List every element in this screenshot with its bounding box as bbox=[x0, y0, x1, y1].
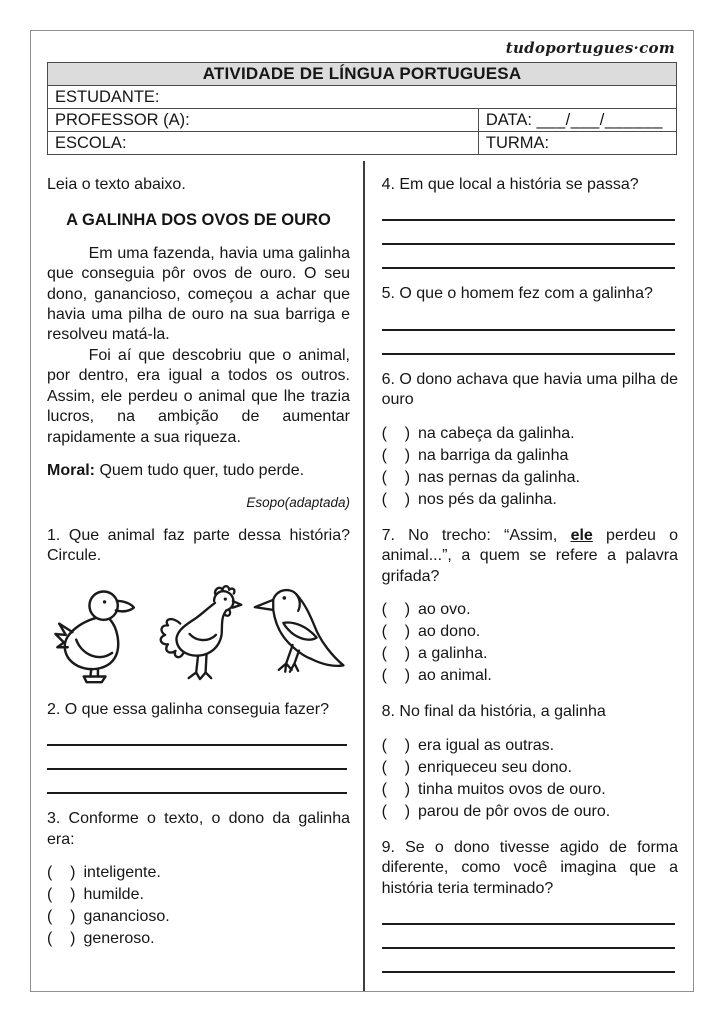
author-credit: Esopo(adaptada) bbox=[246, 494, 350, 510]
teacher-label: PROFESSOR (A): bbox=[55, 110, 190, 129]
answer-line bbox=[382, 245, 675, 269]
school-label: ESCOLA: bbox=[55, 133, 127, 152]
answer-lines-q5 bbox=[382, 307, 678, 355]
table-row-title bbox=[48, 63, 677, 86]
site-logo: tudoportugues·com bbox=[505, 39, 675, 57]
question-1: 1. Que animal faz parte dessa história? Circule. bbox=[47, 527, 350, 565]
answer-line bbox=[382, 307, 675, 331]
answer-option bbox=[382, 621, 678, 643]
answer-option bbox=[382, 467, 678, 489]
school-field bbox=[48, 132, 479, 155]
left-column bbox=[31, 161, 363, 992]
intro-text: Leia o texto abaixo. bbox=[47, 176, 186, 193]
option-label: ganancioso. bbox=[83, 908, 170, 926]
date-field bbox=[478, 109, 676, 132]
paren-marker: ( ) bbox=[47, 886, 76, 904]
paren-marker: ( ) bbox=[381, 667, 411, 685]
story-paragraph-1: Em uma fazenda, havia uma galinha que conseguia pôr ovos de ouro. O seu dono, ganancioso, começou a achar que havia uma pilha de ouro na sua barriga e resolveu matá-la. bbox=[47, 244, 350, 344]
question-3: 3. Conforme o texto, o dono da galinha era: bbox=[47, 810, 350, 848]
answer-line bbox=[382, 197, 675, 221]
option-label: a galinha. bbox=[418, 645, 488, 663]
paren-marker: ( ) bbox=[381, 446, 411, 464]
paren-marker: ( ) bbox=[47, 864, 76, 882]
table-row-school-class bbox=[48, 132, 677, 155]
answer-option bbox=[382, 757, 678, 779]
paren-marker: ( ) bbox=[47, 930, 76, 948]
table-row-teacher-date bbox=[48, 109, 677, 132]
table-row-student bbox=[48, 86, 677, 109]
answer-option bbox=[382, 735, 678, 757]
answer-line bbox=[382, 949, 675, 973]
question-7 bbox=[382, 526, 678, 587]
paren-marker: ( ) bbox=[381, 758, 411, 776]
worksheet-title: ATIVIDADE DE LÍNGUA PORTUGUESA bbox=[48, 63, 677, 86]
answer-line bbox=[47, 746, 347, 770]
answer-option bbox=[47, 862, 350, 884]
answer-line bbox=[47, 722, 347, 746]
options-q7 bbox=[382, 599, 678, 687]
question-5: 5. O que o homem fez com a galinha? bbox=[381, 285, 653, 303]
answer-line bbox=[382, 925, 675, 949]
option-label: ao dono. bbox=[418, 623, 481, 641]
student-field bbox=[48, 86, 677, 109]
paren-marker: ( ) bbox=[47, 908, 76, 926]
right-column bbox=[365, 161, 693, 992]
paren-marker: ( ) bbox=[381, 424, 411, 442]
answer-option bbox=[382, 779, 678, 801]
paren-marker: ( ) bbox=[381, 490, 411, 508]
answer-option bbox=[382, 643, 678, 665]
option-label: generoso. bbox=[83, 930, 155, 948]
answer-option bbox=[47, 928, 350, 950]
story-title: A GALINHA DOS OVOS DE OURO bbox=[66, 211, 331, 230]
answer-option bbox=[47, 906, 350, 928]
teacher-field bbox=[48, 109, 479, 132]
answer-option bbox=[382, 445, 678, 467]
paren-marker: ( ) bbox=[381, 601, 411, 619]
option-label: na barriga da galinha bbox=[418, 446, 569, 464]
question-4: 4. Em que local a história se passa? bbox=[381, 176, 639, 193]
duck-image bbox=[49, 583, 145, 685]
option-label: na cabeça da galinha. bbox=[418, 424, 575, 442]
header-table bbox=[47, 62, 677, 155]
question-6: 6. O dono achava que havia uma pilha de ouro bbox=[381, 370, 678, 409]
bird-image bbox=[252, 581, 348, 685]
moral-label: Moral: bbox=[47, 462, 95, 480]
answer-line bbox=[382, 221, 675, 245]
answer-option bbox=[382, 489, 678, 511]
answer-option bbox=[382, 423, 678, 445]
class-field bbox=[478, 132, 676, 155]
answer-option bbox=[382, 801, 678, 823]
question-7-suffix: perdeu o animal...”, a quem se refere a palavra grifada? bbox=[381, 526, 678, 585]
option-label: era igual as outras. bbox=[418, 736, 555, 754]
question-7-prefix: 7. No trecho: “Assim, bbox=[381, 526, 571, 544]
moral-text: Quem tudo quer, tudo perde. bbox=[99, 462, 305, 480]
chicken-image bbox=[152, 581, 246, 685]
question-8: 8. No final da história, a galinha bbox=[381, 703, 606, 721]
question-2: 2. O que essa galinha conseguia fazer? bbox=[47, 700, 329, 718]
student-label: ESTUDANTE: bbox=[55, 87, 160, 106]
answer-line bbox=[382, 901, 675, 925]
option-label: nas pernas da galinha. bbox=[418, 468, 580, 486]
question-9: 9. Se o dono tivesse agido de forma diferente, como você imagina que a história teria terminado? bbox=[381, 838, 678, 897]
date-blanks: ___/___/______ bbox=[536, 110, 663, 129]
option-label: enriqueceu seu dono. bbox=[418, 758, 572, 776]
answer-option bbox=[382, 665, 678, 687]
answer-lines-q2 bbox=[47, 722, 350, 794]
options-q6 bbox=[382, 423, 678, 511]
worksheet-page bbox=[30, 30, 694, 992]
answer-line bbox=[382, 331, 675, 355]
paren-marker: ( ) bbox=[381, 780, 411, 798]
paren-marker: ( ) bbox=[381, 736, 411, 754]
options-q3 bbox=[47, 862, 350, 950]
paren-marker: ( ) bbox=[381, 802, 411, 820]
paren-marker: ( ) bbox=[381, 468, 411, 486]
answer-option bbox=[382, 599, 678, 621]
paren-marker: ( ) bbox=[381, 645, 411, 663]
option-label: ao ovo. bbox=[418, 601, 471, 619]
answer-lines-q4 bbox=[382, 197, 678, 269]
answer-line bbox=[47, 770, 347, 794]
option-label: parou de pôr ovos de ouro. bbox=[418, 802, 611, 820]
story-paragraph-2: Foi aí que descobriu que o animal, por dentro, era igual a todos os outros. Assim, ele perdeu o animal que lhe trazia lucros, na ambição de aumentar rapidamente a sua riqueza. bbox=[47, 346, 350, 446]
answer-lines-q9 bbox=[382, 901, 678, 992]
option-label: humilde. bbox=[83, 886, 144, 904]
option-label: nos pés da galinha. bbox=[418, 490, 557, 508]
option-label: ao animal. bbox=[418, 667, 492, 685]
options-q8 bbox=[382, 735, 678, 823]
moral-line bbox=[47, 461, 350, 481]
animal-images bbox=[49, 581, 348, 685]
answer-line bbox=[382, 973, 675, 992]
worksheet-content bbox=[31, 155, 693, 992]
question-7-highlight: ele bbox=[570, 526, 593, 544]
class-label: TURMA: bbox=[485, 133, 550, 152]
answer-option bbox=[47, 884, 350, 906]
date-label: DATA: bbox=[485, 110, 532, 129]
option-label: inteligente. bbox=[83, 864, 161, 882]
option-label: tinha muitos ovos de ouro. bbox=[418, 780, 606, 798]
paren-marker: ( ) bbox=[381, 623, 411, 641]
